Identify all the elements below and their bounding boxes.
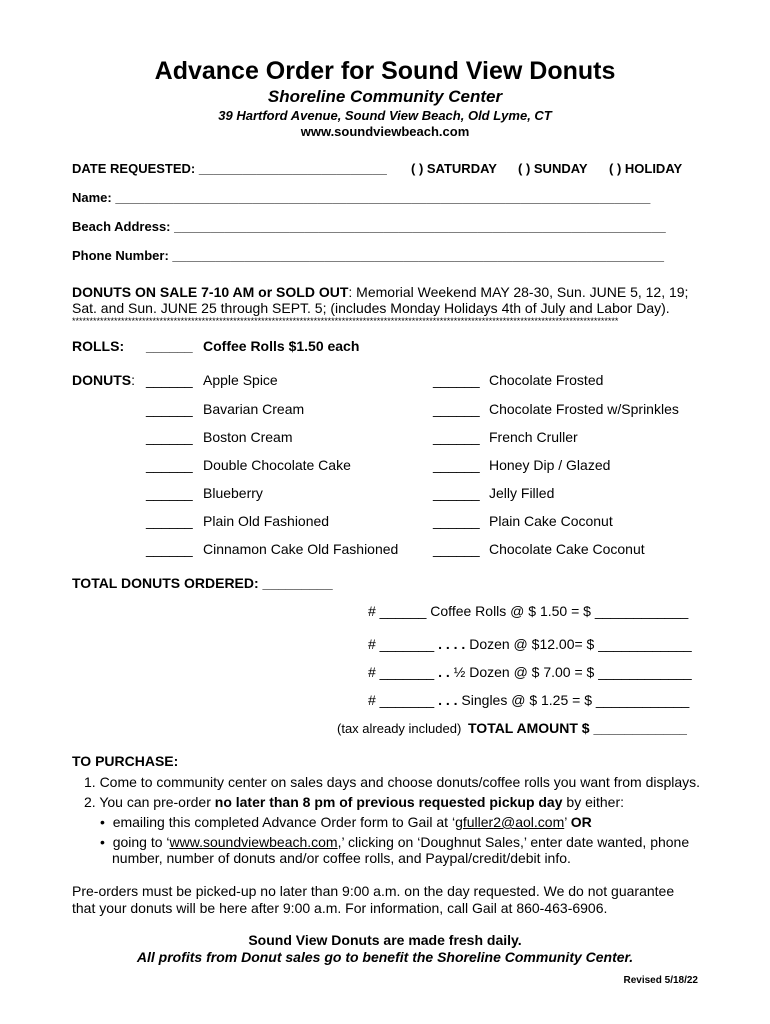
donut-item: Blueberry [203, 485, 263, 501]
sale-hours: DONUTS ON SALE 7-10 AM or SOLD OUT [72, 284, 349, 300]
bullet-icon: • [100, 814, 113, 830]
purchase-heading: TO PURCHASE: [72, 753, 179, 769]
donut-qty-blank[interactable]: ______ [433, 457, 480, 473]
pickup-notice-line1: Pre-orders must be picked-up no later than 9:00 a.m. on the day requested. We do not guarantee [72, 883, 675, 899]
donut-item: Jelly Filled [489, 485, 555, 501]
purchase-bullet-website-cont: number, number of donuts and/or coffee rolls, and Paypal/credit/debit info. [112, 850, 571, 866]
singles-cost-line[interactable] [368, 692, 689, 708]
donut-qty-blank[interactable]: ______ [433, 541, 480, 557]
dozen-cost-line[interactable] [368, 636, 692, 652]
singles-dots: . . . [434, 692, 458, 708]
beach-address-field[interactable]: Beach Address: ____________________________________________________________________ [72, 219, 666, 234]
total-amount-field[interactable]: TOTAL AMOUNT $ ____________ [468, 720, 687, 736]
donut-qty-blank[interactable]: ______ [146, 541, 193, 557]
fresh-daily-note: Sound View Donuts are made fresh daily. [248, 932, 522, 948]
organization-name: Shoreline Community Center [267, 87, 503, 106]
organization-address: 39 Hartford Avenue, Sound View Beach, Old Lyme, CT [218, 108, 552, 123]
website: www.soundviewbeach.com [300, 124, 470, 139]
purchase-bullet-website [100, 834, 689, 850]
donut-item: French Cruller [489, 429, 578, 445]
donuts-colon: : [131, 372, 136, 388]
rolls-label: ROLLS: [72, 338, 125, 354]
saturday-option[interactable]: ( ) SATURDAY [411, 161, 497, 176]
donut-item: Honey Dip / Glazed [489, 457, 611, 473]
donut-qty-blank[interactable]: ______ [146, 513, 193, 529]
donut-item: Chocolate Cake Coconut [489, 541, 645, 557]
donut-item: Apple Spice [203, 372, 278, 388]
donut-qty-blank[interactable]: ______ [146, 372, 193, 388]
donut-qty-blank[interactable]: ______ [146, 401, 193, 417]
donut-item: Boston Cream [203, 429, 293, 445]
donut-item: Bavarian Cream [203, 401, 305, 417]
donut-item: Double Chocolate Cake [203, 457, 351, 473]
half-dozen-dots: . . [434, 664, 450, 680]
donut-qty-blank[interactable]: ______ [433, 429, 480, 445]
bullet2-text: going to ‘ [112, 834, 170, 850]
phone-number-field[interactable]: Phone Number: ____________________________________________________________________ [72, 248, 665, 263]
coffee-rolls-cost-line[interactable]: # ______ Coffee Rolls @ $ 1.50 = $ ____________ [368, 603, 689, 619]
donut-qty-blank[interactable]: ______ [146, 485, 193, 501]
page-title: Advance Order for Sound View Donuts [154, 57, 616, 85]
bullet2-text-end: ,’ clicking on ‘Doughnut Sales,’ enter date wanted, phone [337, 834, 690, 850]
email-link[interactable]: gfuller2@aol.com [455, 814, 565, 830]
revision-date: Revised 5/18/22 [623, 975, 698, 986]
donut-qty-blank[interactable]: ______ [433, 401, 480, 417]
donut-qty-blank[interactable]: ______ [433, 485, 480, 501]
donut-qty-blank[interactable]: ______ [433, 372, 480, 388]
pickup-notice-line2: that your donuts will be here after 9:00 a.m. For information, call Gail at 860-463-6906. [72, 900, 608, 916]
step2-end: by either: [562, 794, 624, 810]
singles-qty[interactable]: # _______ [368, 692, 435, 708]
purchase-step-1: 1. Come to community center on sales days and choose donuts/coffee rolls you want from displays. [84, 774, 701, 790]
half-dozen-cost-line[interactable] [368, 664, 692, 680]
donut-qty-blank[interactable]: ______ [433, 513, 480, 529]
singles-price: Singles @ $ 1.25 = $ ____________ [457, 692, 690, 708]
half-dozen-qty[interactable]: # _______ [368, 664, 435, 680]
half-dozen-price: ½ Dozen @ $ 7.00 = $ ____________ [449, 664, 692, 680]
sale-notice-line2: Sat. and Sun. JUNE 25 through SEPT. 5; (includes Monday Holidays 4th of July and Labor Day). [72, 300, 670, 316]
step2-text: 2. You can pre-order [84, 794, 215, 810]
website-link[interactable]: www.soundviewbeach.com [169, 834, 338, 850]
tax-note: (tax already included) [337, 721, 462, 736]
sunday-option[interactable]: ( ) SUNDAY [518, 161, 588, 176]
name-field[interactable]: Name: __________________________________________________________________________ [72, 190, 651, 205]
total-donuts-field[interactable]: TOTAL DONUTS ORDERED: _________ [72, 575, 333, 591]
dozen-dots: . . . . [434, 636, 466, 652]
bullet-icon: • [100, 834, 113, 850]
bullet1-quote: ’ [564, 814, 571, 830]
bullet1-text: emailing this completed Advance Order form to Gail at ‘ [112, 814, 456, 830]
donuts-label [72, 372, 135, 388]
purchase-bullet-email [100, 814, 592, 830]
bullet1-or: OR [570, 814, 592, 830]
coffee-rolls-item: Coffee Rolls $1.50 each [203, 338, 360, 354]
donut-item: Chocolate Frosted [489, 372, 604, 388]
dozen-qty[interactable]: # _______ [368, 636, 435, 652]
donut-qty-blank[interactable]: ______ [146, 457, 193, 473]
profits-note: All profits from Donut sales go to benefit the Shoreline Community Center. [136, 949, 634, 965]
sale-dates: : Memorial Weekend MAY 28-30, Sun. JUNE 5, 12, 19; [348, 284, 689, 300]
donut-qty-blank[interactable]: ______ [146, 429, 193, 445]
donut-item: Cinnamon Cake Old Fashioned [203, 541, 399, 557]
donut-item: Plain Cake Coconut [489, 513, 613, 529]
date-requested-field[interactable]: DATE REQUESTED: __________________________ [72, 161, 387, 176]
step2-deadline: no later than 8 pm of previous requested pickup day [214, 794, 563, 810]
holiday-option[interactable]: ( ) HOLIDAY [609, 161, 683, 176]
dozen-price: Dozen @ $12.00= $ ____________ [465, 636, 692, 652]
purchase-step-2 [84, 794, 624, 810]
donuts-label-text: DONUTS [72, 372, 132, 388]
donut-item: Plain Old Fashioned [203, 513, 330, 529]
donut-item: Chocolate Frosted w/Sprinkles [489, 401, 679, 417]
rolls-quantity-blank[interactable]: ______ [146, 338, 193, 354]
divider-stars: ************************************************************************************************************************************************************ [72, 316, 619, 326]
sale-notice-line1 [72, 284, 688, 300]
